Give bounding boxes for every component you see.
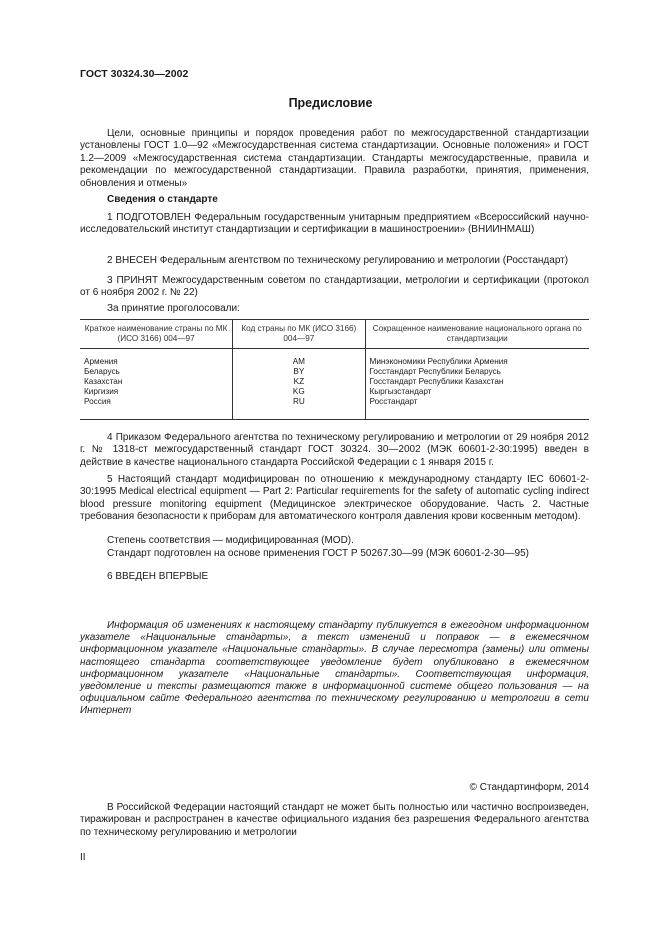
legal-notice: В Российской Федерации настоящий стандарт не может быть полностью или частично воспроизведен, тиражирован и распространен в качестве официального издания без разрешения Федерального агентства по техническому регулированию и метрологии (80, 802, 589, 838)
country-cell: Казахстан (84, 377, 123, 386)
body-cell: Госстандарт Республики Беларусь (365, 367, 589, 377)
table-row (80, 367, 589, 377)
country-cell: Киргизия (84, 387, 119, 396)
code-cell: RU (233, 397, 365, 420)
about-item-3: 3 ПРИНЯТ Межгосударственным советом по стандартизации, метрологии и сертификации (протокол от 6 ноября 2002 г. № 22) (80, 275, 589, 299)
table-row (80, 387, 589, 397)
body-cell: Росстандарт (365, 397, 589, 420)
country-cell: Армения (84, 357, 118, 366)
change-info-notice: Информация об изменениях к настоящему стандарту публикуется в ежегодном информационном указателе «Национальные стандарты», а текст изменений и поправок — в ежемесячном информационном указателе «Национальные стандарты». В случае пересмотра (замены) или отмены настоящего стандарта соответствующее уведомление будет опубликовано в ежемесячном информационном указателе «Национальные стандарты». Соответствующая информация, уведомление и тексты размещаются также в информационной системе общего пользования — на официальном сайте Федерального агентства по техническому регулированию и метрологии в сети Интернет (80, 620, 589, 717)
table-row (80, 397, 589, 420)
code-cell: KG (233, 387, 365, 397)
copyright: © Стандартинформ, 2014 (469, 782, 589, 793)
about-item-1: 1 ПОДГОТОВЛЕН Федеральным государственным унитарным предприятием «Всероссийский научно-исследовательский институт стандартизации и сертификации в машиностроении» (ВНИИНМАШ) (80, 212, 589, 236)
voted-label: За принятие проголосовали: (107, 303, 240, 314)
item-4: 4 Приказом Федерального агентства по техническому регулированию и метрологии от 29 ноября 2012 г. № 1318-ст межгосударственный стандарт ГОСТ 30324. 30—2002 (МЭК 60601-2-30:1995) введен в действие в качестве национального стандарта Российской Федерации с 1 января 2015 г. (80, 432, 589, 468)
column-header-standards-body: Сокращенное наименование национального органа по стандартизации (365, 320, 589, 349)
body-cell: Минэкономики Республики Армения (365, 349, 589, 368)
compliance-degree: Степень соответствия — модифицированная (MOD). (107, 535, 354, 546)
country-cell: Беларусь (84, 367, 120, 376)
column-header-code: Код страны по МК (ИСО 3166) 004—97 (233, 320, 365, 349)
basis-note: Стандарт подготовлен на основе применения ГОСТ Р 50267.30—99 (МЭК 60601-2-30—95) (107, 548, 529, 559)
body-cell: Кыргызстандарт (365, 387, 589, 397)
intro-paragraph: Цели, основные принципы и порядок проведения работ по межгосударственной стандартизации установлены ГОСТ 1.0—92 «Межгосударственная система стандартизации. Основные положения» и ГОСТ 1.2—2009 «Межгосударственная система стандартизации. Стандарты межгосударственные, правила и рекомендации по межгосударственной стандартизации. Правила разработки, принятия, применения, обновления и отмены» (80, 128, 589, 189)
code-cell: KZ (233, 377, 365, 387)
page-title: Предисловие (288, 96, 373, 110)
document-number-header: ГОСТ 30324.30—2002 (80, 68, 189, 80)
voting-table (80, 319, 589, 420)
table-row (80, 377, 589, 387)
item-5: 5 Настоящий стандарт модифицирован по отношению к международному стандарту IEC 60601-2-30:1995 Medical electrical equipment — Part 2: Particular requirements for the safety of automatic cycling indirect blood pressure monitoring equipment (Медицинское электрическое оборудование. Часть 2. Частные требования безопасности к приборам для автоматического контроля давления крови косвенным методом). (80, 474, 589, 523)
about-heading: Сведения о стандарте (107, 194, 218, 205)
page-number: II (80, 852, 86, 863)
item-6: 6 ВВЕДЕН ВПЕРВЫЕ (107, 571, 209, 582)
code-cell: AM (233, 349, 365, 368)
about-item-2: 2 ВНЕСЕН Федеральным агентством по техническому регулированию и метрологии (Росстандарт) (107, 255, 569, 266)
table-row (80, 349, 589, 368)
code-cell: BY (233, 367, 365, 377)
column-header-country: Краткое наименование страны по МК (ИСО 3166) 004—97 (80, 320, 233, 349)
body-cell: Госстандарт Республики Казахстан (365, 377, 589, 387)
country-cell: Россия (80, 397, 233, 420)
